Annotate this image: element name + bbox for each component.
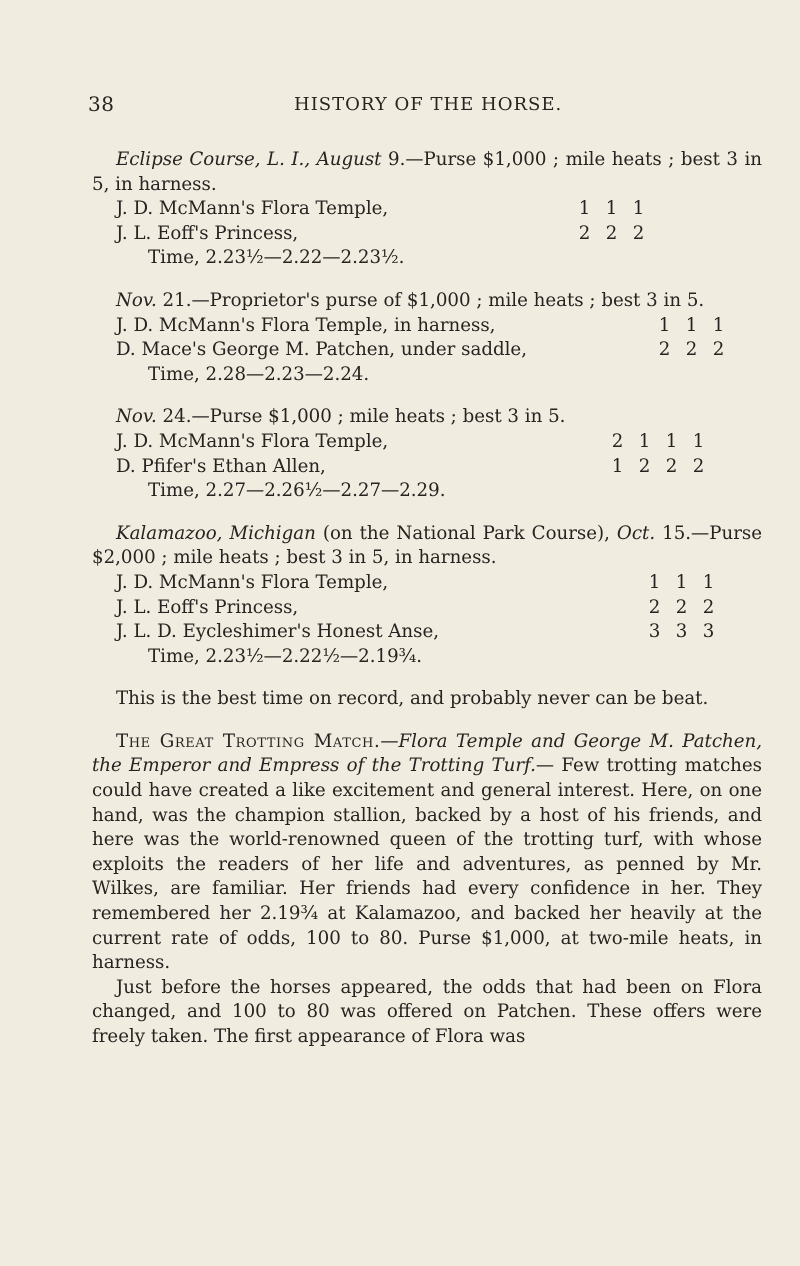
heat-result: 1	[685, 314, 698, 336]
race-results	[92, 197, 652, 246]
section-heading: The Great Trotting Match.	[116, 730, 381, 752]
race-time: Time, 2.23½—2.22½—2.19¾.	[148, 645, 423, 667]
running-title: HISTORY OF THE HORSE.	[294, 94, 563, 115]
section-subheading: —Flora Temple and George M. Patchen, the Emperor and Empress of the Trotting Turf.	[92, 730, 762, 777]
heat-result: 2	[692, 455, 705, 477]
result-row	[92, 222, 652, 247]
race-time: Time, 2.28—2.23—2.24.	[148, 363, 370, 385]
heat-result: 2	[665, 455, 678, 477]
heat-result: 1	[605, 198, 618, 220]
heat-result: 2	[712, 339, 725, 361]
heat-result: 1	[632, 198, 645, 220]
race-venue: Eclipse Course, L. I., August	[116, 149, 382, 170]
entry-name: D. Mace's George M. Patchen, under saddle,	[116, 339, 527, 361]
heat-result: 1	[665, 430, 678, 452]
race-intro	[92, 289, 762, 314]
heat-result: 2	[611, 430, 624, 452]
heat-result: 2	[578, 222, 591, 244]
heat-result: 2	[675, 596, 688, 618]
entry-name: J. D. McMann's Flora Temple,	[116, 430, 389, 452]
page-body	[92, 148, 762, 1050]
heat-result: 1	[675, 571, 688, 593]
heat-result: 1	[638, 430, 651, 452]
race-course: (on the National Park Course),	[315, 522, 617, 544]
result-row	[92, 314, 732, 339]
race-intro	[92, 148, 762, 197]
heat-result: 2	[702, 596, 715, 618]
result-row	[92, 571, 722, 596]
race-date: Oct.	[616, 522, 656, 544]
heat-result: 3	[648, 621, 661, 643]
result-row	[92, 338, 732, 363]
heat-result: 1	[702, 571, 715, 593]
record-note: This is the best time on record, and probably never can be beat.	[116, 688, 709, 710]
race-results	[92, 314, 732, 363]
heat-result: 1	[578, 198, 591, 220]
result-row	[92, 430, 712, 455]
entry-name: J. D. McMann's Flora Temple, in harness,	[116, 314, 496, 336]
entry-name: D. Pfifer's Ethan Allen,	[116, 455, 326, 477]
race-time: Time, 2.23½—2.22—2.23½.	[148, 247, 405, 269]
race-results	[92, 430, 712, 479]
heat-result: 1	[658, 314, 671, 336]
race-terms: 21.—Proprietor's purse of $1,000 ; mile heats ; best 3 in 5.	[156, 289, 705, 311]
race-terms: 9.—Purse $1,000 ; mile heats ; best 3 in 5, in harness.	[92, 149, 762, 195]
race-date: Nov.	[116, 406, 157, 428]
heat-result: 2	[605, 222, 618, 244]
race-terms: 24.—Purse $1,000 ; mile heats ; best 3 in 5.	[156, 406, 566, 428]
heat-result: 3	[702, 621, 715, 643]
heat-result: 2	[648, 596, 661, 618]
result-row	[92, 455, 712, 480]
heat-result: 2	[685, 339, 698, 361]
entry-name: J. L. Eoff's Princess,	[116, 222, 299, 244]
race-date: Nov.	[116, 289, 157, 311]
result-row	[92, 197, 652, 222]
match-paragraph-2: Just before the horses appeared, the odds that had been on Flora changed, and 100 to 80 was offered on Patchen. These offers were freely taken. The first appearance of Flora was	[92, 976, 762, 1047]
heat-result: 1	[692, 430, 705, 452]
result-row	[92, 596, 722, 621]
entry-name: J. L. Eoff's Princess,	[116, 596, 299, 618]
race-results	[92, 571, 722, 645]
heat-result: 1	[648, 571, 661, 593]
heat-result: 2	[638, 455, 651, 477]
race-venue: Kalamazoo, Michigan	[116, 522, 316, 544]
race-time: Time, 2.27—2.26½—2.27—2.29.	[148, 480, 446, 502]
race-terms: 15.—Purse $2,000 ; mile heats ; best 3 in 5, in harness.	[92, 522, 762, 569]
page-number: 38	[88, 92, 115, 116]
paragraph-text: — Few trotting matches could have created a like excitement and general interest. Here, on one hand, was the champion stallion, backed by a host of his friends, and here was the world-renowned queen of the trotting turf, with whose exploits the readers of her life and adventures, as penned by Mr. Wilkes, are familiar. Her friends had every confidence in her. They remembered her 2.19¾ at Kalamazoo, and backed her heavily at the current rate of odds, 100 to 80. Purse $1,000, at two-mile heats, in harness.	[92, 755, 762, 974]
heat-result: 2	[632, 222, 645, 244]
match-paragraph	[92, 730, 762, 976]
race-intro	[92, 522, 762, 571]
result-row	[92, 620, 722, 645]
entry-name: J. L. D. Eycleshimer's Honest Anse,	[116, 621, 440, 643]
heat-result: 3	[675, 621, 688, 643]
entry-name: J. D. McMann's Flora Temple,	[116, 571, 389, 593]
entry-name: J. D. McMann's Flora Temple,	[116, 198, 389, 220]
heat-result: 1	[712, 314, 725, 336]
heat-result: 1	[611, 455, 624, 477]
race-intro	[92, 405, 762, 430]
heat-result: 2	[658, 339, 671, 361]
